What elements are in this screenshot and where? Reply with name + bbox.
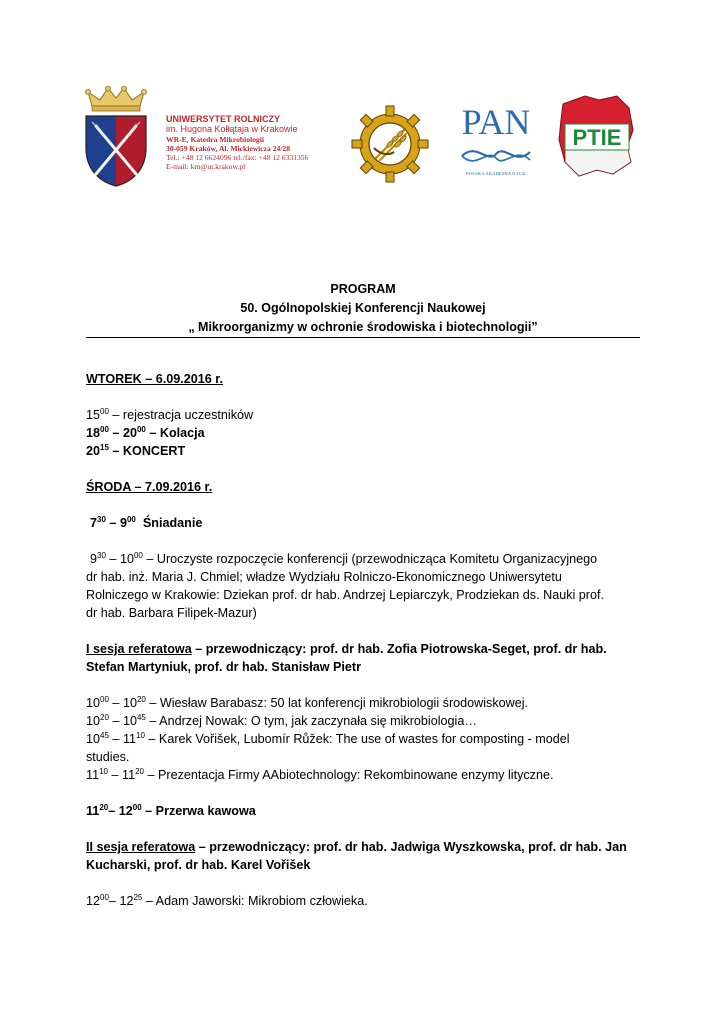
program-content	[86, 370, 646, 910]
university-crest-logo	[84, 86, 148, 188]
university-name: UNIWERSYTET ROLNICZY	[166, 114, 280, 124]
pan-logo-text: PAN	[461, 102, 531, 142]
talk-item: $12^{00}-$ $12^{25}$ – Adam Jaworski: Mikrobiom człowieka.	[86, 893, 368, 908]
opening-session: $9^{30} - 10^{00}$ – Uroczyste rozpoczęcie konferencji (przewodnicząca Komitetu Organizacyjnego dr hab. inż. Maria J. Chmiel; władze Wydziału Rolniczo-Ekonomicznego Uniwersytetu Rolniczego w Krakowie: Dziekan prof. dr hab. Andrzej Lepiarczyk, Prodziekan ds. Nauki prof. dr hab. Barbara Filipek-Mazur)	[86, 551, 604, 620]
pan-caption: POLSKA AKADEMIA NAUK	[466, 171, 526, 176]
ptie-logo-text: PTIE	[572, 125, 622, 150]
coffee-break: $11^{20}-$ $12^{00}$ – Przerwa kawowa	[86, 803, 256, 818]
pan-logo	[448, 98, 544, 182]
talk-item: $10^{45} - 11^{10}$ – Karek Vořišek, Lubomír Růžek: The use of wastes for composting - model	[86, 731, 570, 746]
gear-wheat-logo	[350, 104, 430, 184]
schedule-item: $18^{00} - 20^{00}$ – Kolacja	[86, 425, 205, 440]
university-address: 30-059 Kraków, Al. Mickiewicza 24/28	[166, 144, 291, 153]
session-1-header: I sesja referatowa – przewodniczący: prof. dr hab. Zofia Piotrowska-Seget, prof. dr hab. Stefan Martyniuk, prof. dr hab. Stanisław Pietr	[86, 642, 607, 674]
title-program: PROGRAM	[330, 282, 396, 296]
session-2-header: II sesja referatowa – przewodniczący: prof. dr hab. Jadwiga Wyszkowska, prof. dr hab. Jan Kucharski, prof. dr hab. Karel Vořišek	[86, 840, 627, 872]
department-name: WR-E, Katedra Mikrobiologii	[166, 135, 264, 144]
university-address-block	[166, 114, 366, 171]
title-divider	[86, 337, 640, 338]
talk-item: $10^{20} - 10^{45}$ – Andrzej Nowak: O tym, jak zaczynała się mikrobiologia…	[86, 713, 477, 728]
ptie-logo	[555, 90, 637, 182]
schedule-item: $7^{30} - 9^{00}$ Śniadanie	[90, 515, 203, 530]
schedule-item: $15^{00}$ – rejestracja uczestników	[86, 407, 254, 422]
university-phone: Tel.: +48 12 6624096 tel./fax: +48 12 6331356	[166, 153, 309, 162]
tuesday-heading: WTOREK – 6.09.2016 r.	[86, 372, 223, 386]
university-patron: im. Hugona Kołłątaja w Krakowie	[166, 124, 298, 134]
wednesday-heading: ŚRODA – 7.09.2016 r.	[86, 480, 213, 494]
talk-item-continuation: studies.	[86, 750, 130, 764]
title-theme: „ Mikroorganizmy w ochronie środowiska i biotechnologii”	[188, 320, 538, 334]
program-title	[86, 280, 640, 337]
schedule-item: $20^{15}$ – KONCERT	[86, 443, 186, 458]
title-conference: 50. Ogólnopolskiej Konferencji Naukowej	[240, 301, 486, 315]
university-email: E-mail: km@ur.krakow.pl	[166, 162, 246, 171]
talk-item: $11^{10} - 11^{20}$ – Prezentacja Firmy AAbiotechnology: Rekombinowane enzymy lityczne.	[86, 767, 554, 782]
talk-item: $10^{00} - 10^{20}$ – Wiesław Barabasz: 50 lat konferencji mikrobiologii środowiskowej.	[86, 695, 529, 710]
